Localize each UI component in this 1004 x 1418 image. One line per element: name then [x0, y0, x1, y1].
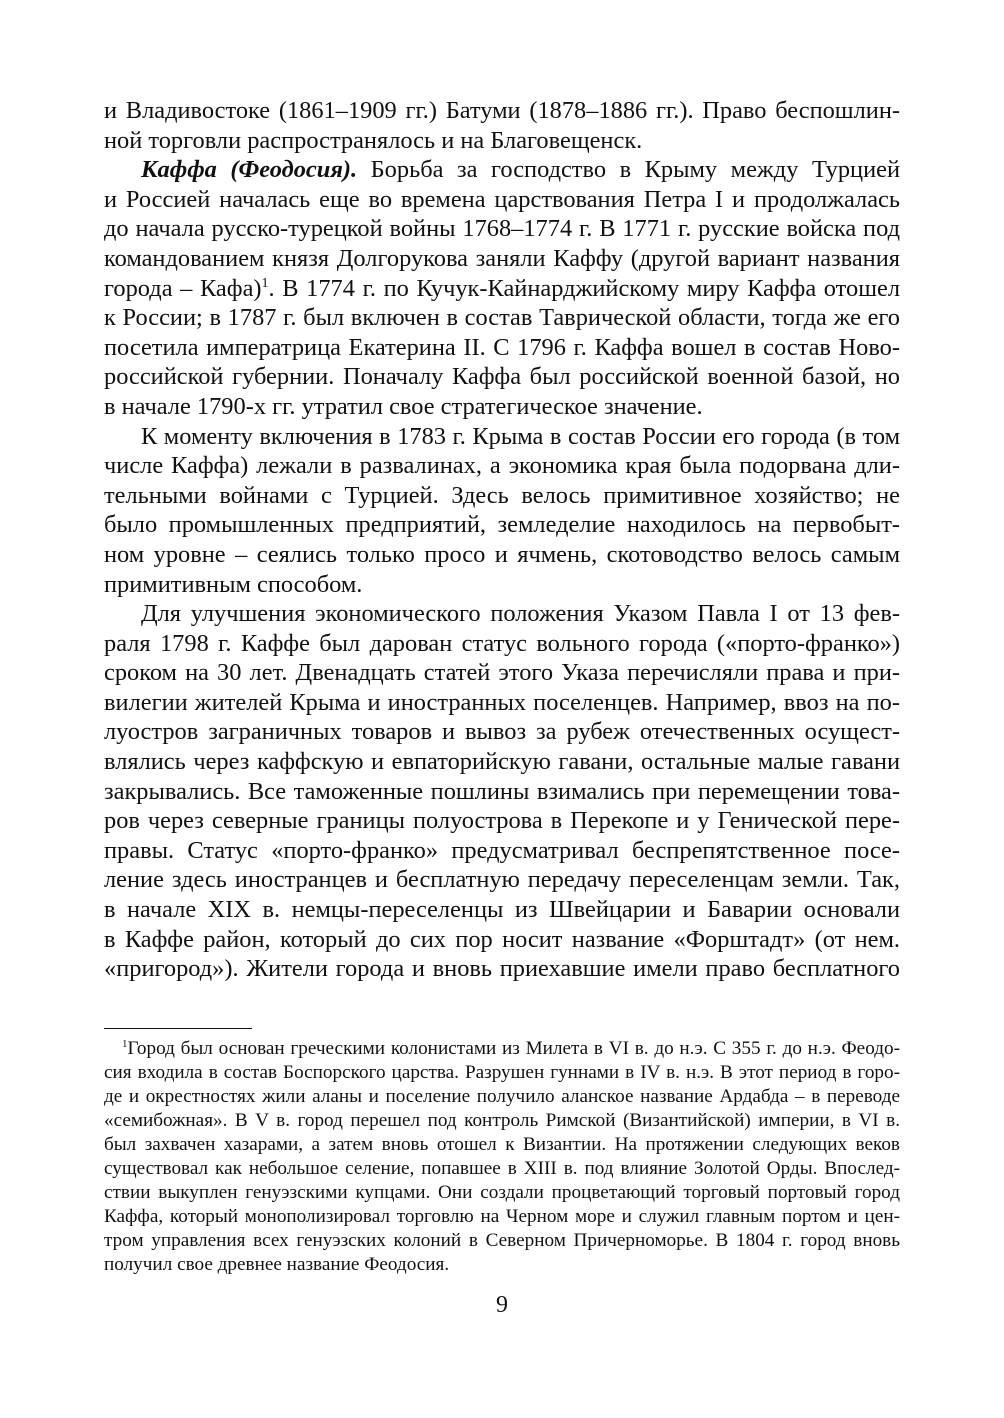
text-line: сроком на 30 лет. Двенадцать статей этого Указа перечисляли права и при- [104, 659, 900, 687]
text-line: правы. Статус «порто-франко» предусматривал беспрепятственное посе- [104, 836, 900, 864]
text-line: примитивным способом. [104, 570, 363, 598]
text-line: раля 1798 г. Каффе был дарован статус вольного города («порто-франко») [104, 629, 900, 657]
text-line: посетила императрица Екатерина II. С 1796 г. Каффа вошел в состав Ново- [104, 333, 900, 361]
text-line: и Владивостоке (1861–1909 гг.) Батуми (1878–1886 гг.). Право беспошлин- [104, 97, 900, 124]
footnote-line: существовал как небольшое селение, попавшее в XIII в. под влияние Золотой Орды. Впослед- [104, 1158, 900, 1179]
section-heading: Каффа (Феодосия). [141, 156, 358, 184]
footnote-line: тром управления всех генуэзских колоний в Северном Причерноморье. В 1804 г. город вновь [104, 1230, 900, 1251]
footnote-line: сия входила в состав Боспорского царства. Разрушен гуннами в IV в. н.э. В этот период в горо- [104, 1062, 900, 1083]
text-line: луостров заграничных товаров и вывоз за рубеж отечественных осущест- [104, 718, 900, 746]
text-line: К моменту включения в 1783 г. Крыма в состав России его города (в том [141, 422, 900, 450]
text-line: до начала русско-турецкой войны 1768–1774 г. В 1771 г. русские войска под [104, 215, 900, 243]
footnote-line: «семибожная». В V в. город перешел под контроль Римской (Византийской) империи, в VI в. [104, 1110, 900, 1131]
text-line: ной торговли распространялось и на Благовещенск. [104, 126, 643, 154]
text-line: было промышленных предприятий, земледелие находилось на первобыт- [104, 511, 900, 539]
text-line: ров через северные границы полуострова в Перекопе и у Генической пере- [104, 807, 900, 835]
footnote-line: де и окрестностях жили аланы и поселение получило аланское название Ардабда – в переводе [104, 1086, 900, 1107]
text-fragment: Борьба за господство в Крыму между Турцией [357, 156, 901, 184]
text-line: влялись через каффскую и евпаторийскую гавани, остальные малые гавани [104, 748, 900, 776]
footnote-line: был захвачен хазарами, а затем вновь отошел к Византии. На протяжении следующих веков [104, 1134, 900, 1155]
text-line [104, 274, 900, 304]
text-line: ление здесь иностранцев и бесплатную передачу переселенцам земли. Так, [104, 866, 900, 894]
text-line: ном уровне – сеялись только просо и ячмень, скотоводство велось самым [104, 540, 900, 568]
text-line: Для улучшения экономического положения Указом Павла I от 13 фев- [141, 600, 900, 628]
text-fragment: города – Кафа) [104, 274, 262, 302]
footnote-line: получил свое древнее название Феодосия. [104, 1254, 450, 1275]
footnote-line: Каффа, который монополизировал торговлю на Черном море и служил главным портом и цен- [104, 1206, 900, 1227]
text-line: в начале XIX в. немцы-переселенцы из Швейцарии и Баварии основали [104, 896, 900, 924]
page-number: 9 [496, 1292, 508, 1318]
text-line: числе Каффа) лежали в развалинах, а экономика края была подорвана дли- [104, 452, 900, 480]
text-line: вилегии жителей Крыма и иностранных поселенцев. Например, ввоз на по- [104, 688, 900, 716]
text-line: закрывались. Все таможенные пошлины взимались при перемещении това- [104, 777, 900, 805]
footnote-line: ствии выкуплен генуэзскими купцами. Они создали процветающий торговый портовый город [104, 1182, 900, 1203]
footnote-reference: 1 [261, 275, 269, 291]
text-line: и Россией началась еще во времена царствования Петра I и продолжалась [104, 185, 900, 213]
footnote [104, 1037, 900, 1277]
text-line: к России; в 1787 г. был включен в состав Таврической области, тогда же его [104, 304, 900, 332]
text-line: в Каффе район, который до сих пор носит название «Форштадт» (от нем. [104, 925, 900, 953]
text-line: «пригород»). Жители города и вновь приехавшие имели право бесплатного [104, 955, 900, 983]
text-line [104, 155, 900, 185]
text-fragment: Город был основан греческими колонистами из Милета в VI в. до н.э. С 355 г. до н.э. Феодо- [127, 1038, 900, 1059]
main-text [104, 96, 900, 984]
text-line: тельными войнами с Турцией. Здесь велось примитивное хозяйство; не [104, 481, 900, 509]
text-line: российской губернии. Поначалу Каффа был российской военной базой, но [104, 363, 900, 391]
text-fragment: . В 1774 г. по Кучук-Кайнарджийскому миру Каффа отошел [268, 274, 900, 302]
footnote-line [104, 1037, 900, 1061]
text-line: в начале 1790-х гг. утратил свое стратегическое значение. [104, 392, 703, 420]
footnote-marker: 1 [122, 1038, 128, 1050]
text-line: командованием князя Долгорукова заняли Каффу (другой вариант названия [104, 244, 900, 272]
footnote-separator [104, 1028, 252, 1029]
